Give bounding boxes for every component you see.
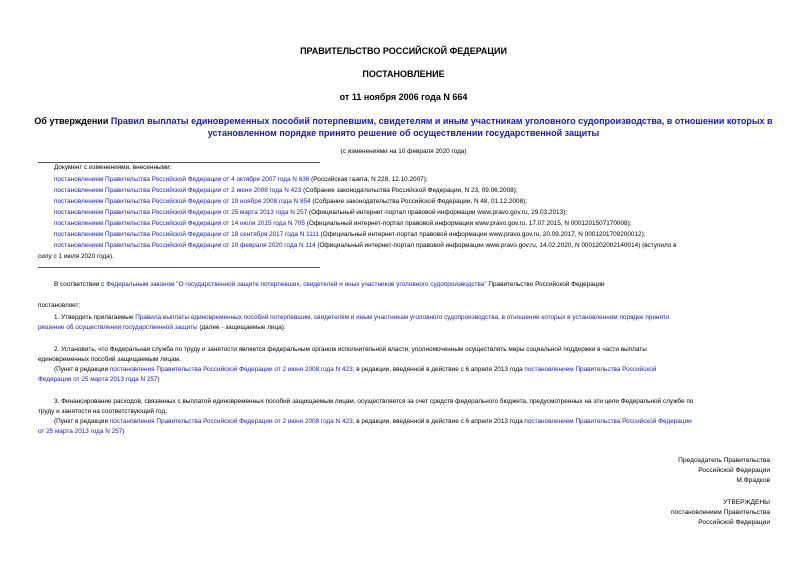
amendment-item-end: силу с 1 июля 2020 года).: [38, 253, 114, 260]
paragraph-3-note-end: [38, 427, 124, 437]
paragraph-2-line1: 2. Установить, что Федеральная служба по труду и занятости является федеральным органом исполнительной власти, уполномоченным осуществлять меры социальной поддержки в части выплаты: [54, 346, 647, 353]
amendment-item: [54, 241, 677, 251]
document-title-line2: [0, 128, 807, 138]
amendment-item: [54, 208, 567, 218]
amendment-link[interactable]: постановлением Правительства Российской Федерации от 10 февраля 2020 года N 114: [54, 242, 316, 249]
signature-position: Председатель Правительства: [678, 457, 770, 464]
amendment-item: [54, 219, 632, 229]
amendment-item: [54, 197, 527, 207]
paragraph-3-note: [54, 417, 692, 427]
paragraph-1-line1: [54, 313, 669, 323]
amendments-intro: Документ с изменениями, внесенными:: [54, 164, 172, 171]
amendment-source: (Официальный интернет-портал правовой информации www.pravo.gov.ru, 29.03.2013);: [307, 209, 568, 216]
paragraph-3-line2: труду и занятости на соответствующий год.: [38, 408, 167, 415]
preamble-text: В соответствии с: [54, 281, 107, 288]
note-text: (Пункт в редакции: [54, 366, 110, 373]
note-text: (Пункт в редакции: [54, 418, 110, 425]
paragraph-2-note: [54, 365, 656, 375]
federal-law-link[interactable]: Федеральным законом "О государственной защите потерпевших, свидетелей и иных участников уголовного судопроизводства": [106, 281, 487, 288]
divider-bottom: [38, 267, 320, 268]
amendment-item: [54, 186, 518, 196]
preamble-text-end: Правительство Российской Федерации: [486, 281, 605, 288]
amendment-item: [54, 230, 645, 240]
amendment-source: (Российская газета, N 228, 12.10.2007);: [309, 176, 428, 183]
preamble: [54, 280, 605, 290]
title-prefix: Об утверждении: [34, 116, 111, 126]
amendment-link[interactable]: постановлением Правительства Российской Федерации от 25 марта 2013 года N 257: [54, 209, 308, 216]
note-text: ): [122, 428, 125, 435]
resolution-257-link[interactable]: постановлением Правительства Российской Федерации: [524, 418, 692, 425]
amendment-source: (Официальный интернет-портал правовой информации www.pravo.gov.ru, 17.07.2015, N 0001201507170008);: [304, 220, 632, 227]
resolution-257-link[interactable]: постановлением Правительства Российской: [524, 366, 657, 373]
document-type: ПОСТАНОВЛЕНИЕ: [362, 69, 445, 79]
amendment-link[interactable]: постановлением Правительства Российской Федерации от 2 июня 2008 года N 423: [54, 187, 302, 194]
p1-rules-link-cont[interactable]: решение об осуществлении государственной защиты: [38, 324, 198, 331]
signature-block: [678, 456, 770, 486]
amendment-source: (Собрание законодательства Российской Федерации, N 23, 09.06.2008);: [301, 187, 518, 194]
p1-rules-link[interactable]: Правила выплаты единовременных пособий потерпевшим, свидетелям и иным участникам уголовного судопроизводства, в отношении которых в установленном порядке принято: [135, 314, 670, 321]
amendment-link[interactable]: постановлением Правительства Российской Федерации от 4 октября 2007 года N 636: [54, 176, 310, 183]
document-date: от 11 ноября 2006 года N 664: [339, 92, 468, 102]
decrees-word: постановляет:: [38, 302, 81, 309]
resolution-257-link-cont[interactable]: Федерации от 25 марта 2013 года N 257: [38, 376, 158, 383]
approved-block: [671, 498, 770, 528]
paragraph-2-note-end: [38, 375, 160, 385]
approved-country: Российской Федерации: [698, 519, 770, 526]
approved-by: постановлением Правительства: [670, 509, 770, 516]
paragraph-1-line2: [38, 323, 286, 333]
resolution-423-link[interactable]: постановления Правительства Российской Федерации от 2 июня 2008 года N 423: [109, 418, 353, 425]
signature-country: Российской Федерации: [698, 467, 770, 474]
rules-link-cont[interactable]: установленном порядке принято решение об осуществлении государственной защиты: [207, 128, 600, 138]
amendment-link[interactable]: постановлением Правительства Российской Федерации от 19 ноября 2008 года N 854: [54, 198, 311, 205]
amendment-source: (Собрание законодательства Российской Федерации, N 48, 01.12.2008);: [310, 198, 527, 205]
amendment-link[interactable]: постановлением Правительства Российской Федерации от 18 сентября 2017 года N 1111: [54, 231, 319, 238]
note-text: ; в редакции, введенной в действие с 6 апреля 2013 года: [352, 418, 525, 425]
note-text: ; в редакции, введенной в действие с 6 апреля 2013 года: [352, 366, 525, 373]
amendment-item: [54, 175, 428, 185]
p1-text: 1. Утвердить прилагаемые: [54, 314, 136, 321]
p1-text-end: (далее - защищаемые лица).: [197, 324, 286, 331]
resolution-257-link-cont[interactable]: от 25 марта 2013 года N 257: [38, 428, 123, 435]
approved-heading: УТВЕРЖДЕНЫ: [723, 499, 770, 506]
note-text: ): [157, 376, 160, 383]
government-name: ПРАВИТЕЛЬСТВО РОССИЙСКОЙ ФЕДЕРАЦИИ: [300, 46, 507, 56]
paragraph-2-line2: единовременных пособий защищаемым лицам.: [38, 356, 181, 363]
amendment-source: (Официальный интернет-портал правовой информации www.pravo.gov.ru, 20.09.2017, N 0001201709200012);: [318, 231, 646, 238]
amendment-source: (Официальный интернет-портал правовой информации www.pravo.gov.ru, 14.02.2020, N 0001202002140014) (вступило в: [315, 242, 677, 249]
changes-note: (с изменениями на 10 февраля 2020 года): [340, 148, 467, 155]
resolution-423-link[interactable]: постановления Правительства Российской Федерации от 2 июня 2008 года N 423: [109, 366, 353, 373]
signature-name: М.Фрадков: [736, 477, 770, 484]
document-title-line1: [0, 116, 807, 126]
paragraph-3-line1: 3. Финансирование расходов, связанных с выплатой единовременных пособий защищаемым лицам, осуществляется за счет средств федерального бюджета, предусмотренных на эти цели Федеральной службе по: [54, 398, 694, 405]
rules-link[interactable]: Правил выплаты единовременных пособий потерпевшим, свидетелям и иным участникам уголовного судопроизводства, в отношении которых в: [110, 116, 773, 126]
amendment-link[interactable]: постановлением Правительства Российской Федерации от 14 июля 2015 года N 705: [54, 220, 305, 227]
